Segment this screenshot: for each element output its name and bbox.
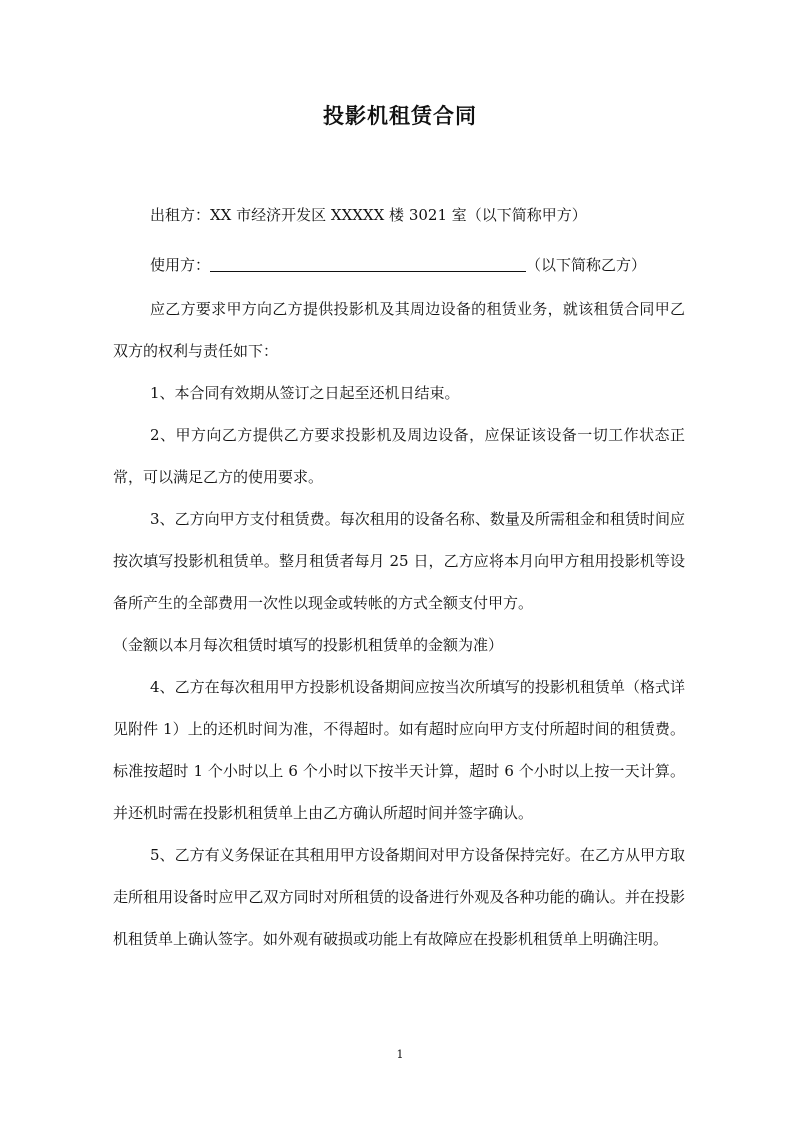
clause-2: 2、甲方向乙方提供乙方要求投影机及周边设备，应保证该设备一切工作状态正常，可以满足乙方的使用要求。: [113, 426, 685, 486]
lessee-label: 使用方：: [150, 256, 211, 274]
clause-1: 1、本合同有效期从签订之日起至还机日结束。: [150, 384, 460, 402]
page-number: 1: [396, 1048, 404, 1061]
lessor-line: 出租方：XX 市经济开发区 XXXXX 楼 3021 室（以下简称甲方）: [150, 206, 587, 224]
clause-3-note: （金额以本月每次租赁时填写的投影机租赁单的金额为准）: [113, 636, 504, 654]
document-body: [113, 194, 685, 960]
lessee-blank-line: [210, 257, 526, 272]
clause-5: 5、乙方有义务保证在其租用甲方设备期间对甲方设备保持完好。在乙方从甲方取走所租用设备时应甲乙双方同时对所租赁的设备进行外观及各种功能的确认。并在投影机租赁单上确认签字。如外观有破损或功能上有故障应在投影机租赁单上明确注明。: [113, 846, 685, 948]
clause-3: 3、乙方向甲方支付租赁费。每次租用的设备名称、数量及所需租金和租赁时间应按次填写投影机租赁单。整月租赁者每月 25 日，乙方应将本月向甲方租用投影机等设备所产生的全部费用一次性以现金或转帐的方式全额支付甲方。: [113, 510, 685, 612]
lessee-line: [113, 244, 685, 286]
intro-paragraph: 应乙方要求甲方向乙方提供投影机及其周边设备的租赁业务，就该租赁合同甲乙双方的权利与责任如下：: [113, 300, 685, 360]
clause-4: 4、乙方在每次租用甲方投影机设备期间应按当次所填写的投影机租赁单（格式详见附件 1）上的还机时间为准，不得超时。如有超时应向甲方支付所超时间的租赁费。标准按超时 1 个小时以上 6 个小时以下按半天计算，超时 6 个小时以上按一天计算。并还机时需在投影机租赁单上由乙方确认所超时间并签字确认。: [113, 678, 685, 822]
lessee-suffix: （以下简称乙方）: [526, 256, 647, 274]
document-title: 投影机租赁合同: [323, 104, 477, 128]
